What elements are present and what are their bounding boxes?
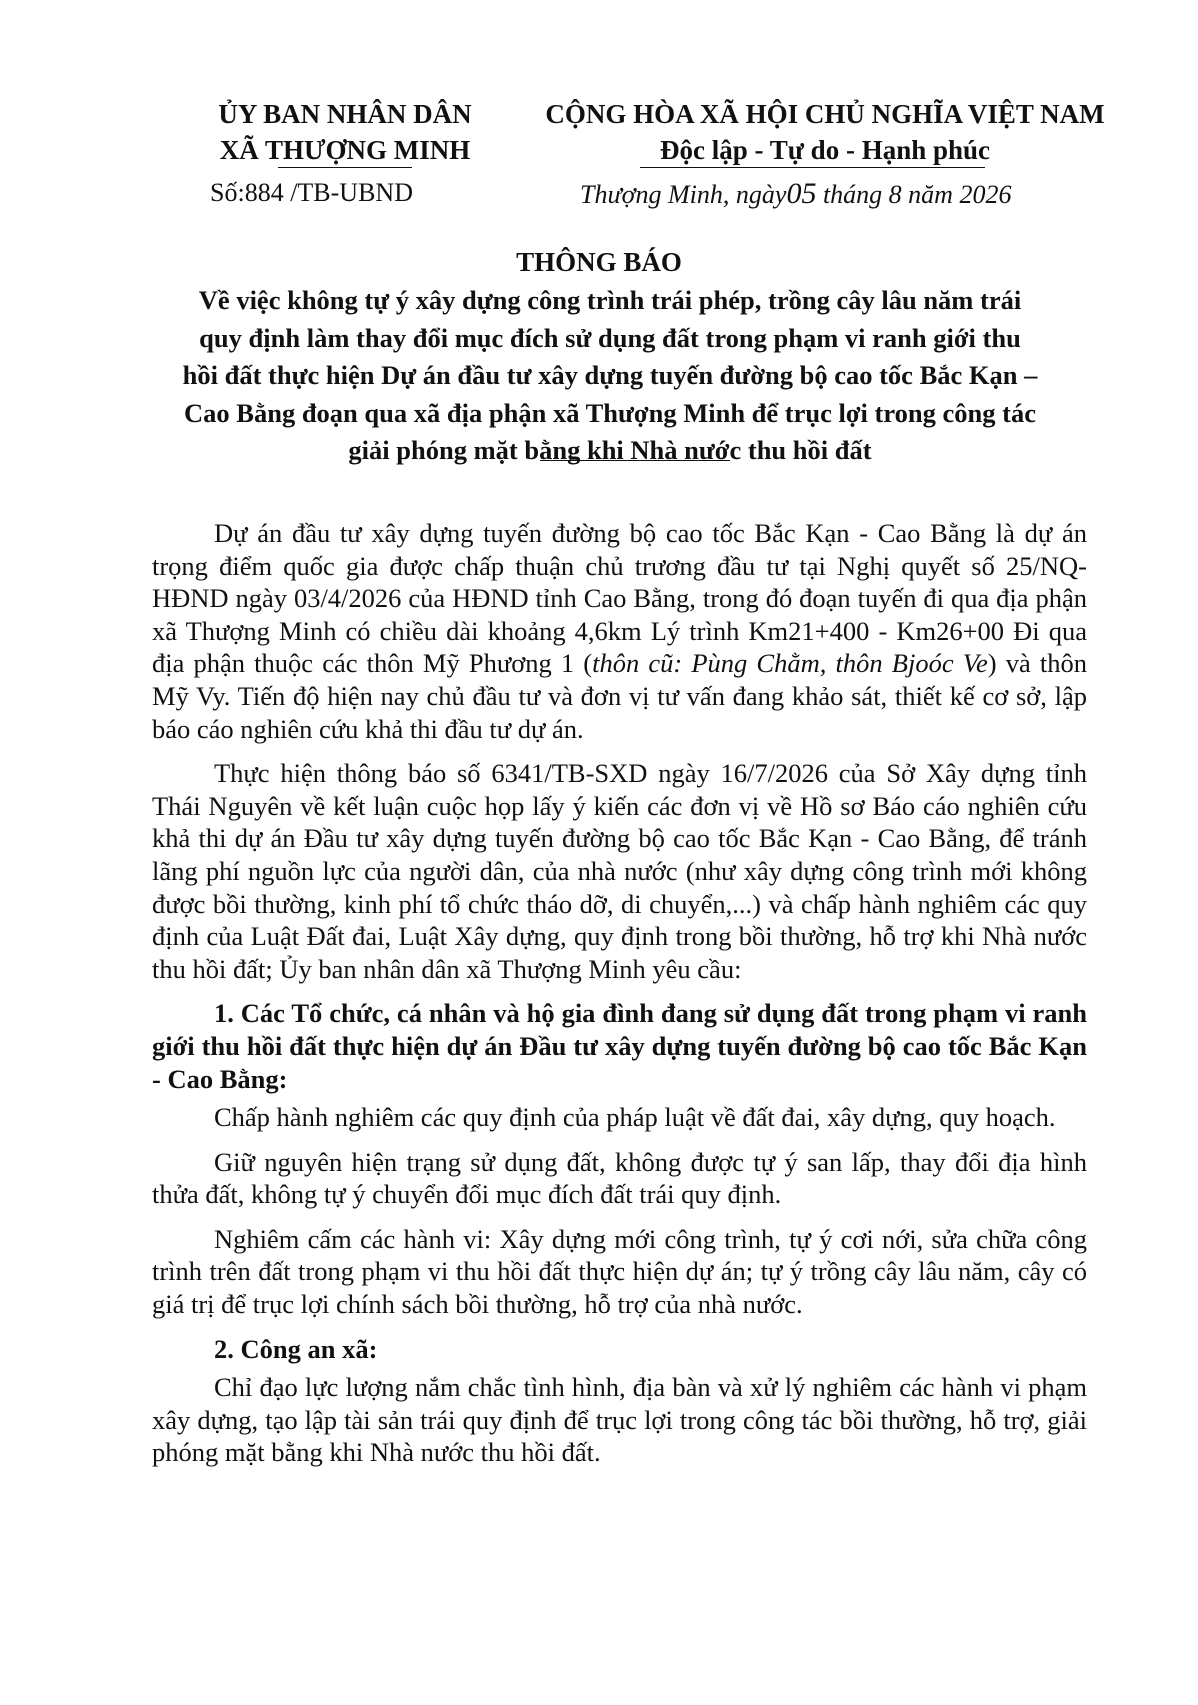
- number-suffix: /TB-UBND: [283, 178, 413, 207]
- agency-underline: [278, 167, 412, 168]
- paragraph-keep-status: Giữ nguyên hiện trạng sử dụng đất, không được tự ý san lấp, thay đổi địa hình thửa đất, không tự ý chuyển đổi mục đích đất trái quy định.: [152, 1146, 1087, 1210]
- document-subject: [150, 282, 1070, 470]
- subject-line: quy định làm thay đổi mục đích sử dụng đất trong phạm vi ranh giới thu: [199, 322, 1021, 353]
- document-title: THÔNG BÁO: [516, 247, 682, 277]
- subject-line: giải phóng mặt bằng khi Nhà nước thu hồi đất: [348, 435, 872, 465]
- number-label: Số:: [210, 178, 245, 207]
- document-date: [580, 176, 1011, 213]
- subject-underline: [540, 460, 730, 461]
- date-day: 05: [786, 177, 817, 210]
- document-number: [210, 175, 413, 211]
- section-heading-2: 2. Công an xã:: [214, 1333, 378, 1364]
- issuing-agency: [175, 96, 515, 168]
- country-name: CỘNG HÒA XÃ HỘI CHỦ NGHĨA VIỆT NAM: [545, 99, 1105, 129]
- paragraph-project-intro: [152, 517, 1087, 745]
- national-motto: [540, 96, 1110, 168]
- number-value: 884: [244, 178, 284, 207]
- date-suffix: tháng 8 năm 2026: [816, 180, 1012, 209]
- subject-line: Về việc không tự ý xây dựng công trình trái phép, trồng cây lâu năm trái: [198, 285, 1022, 315]
- paragraph-basis: Thực hiện thông báo số 6341/TB-SXD ngày 16/7/2026 của Sở Xây dựng tỉnh Thái Nguyên về kết luận cuộc họp lấy ý kiến các đơn vị về Hồ sơ Báo cáo nghiên cứu khả thi dự án Đầu tư xây dựng tuyến đường bộ cao tốc Bắc Kạn - Cao Bằng, để tránh lãng phí nguồn lực của người dân, của nhà nước (như xây dựng công trình mới không được bồi thường, kinh phí tổ chức tháo dỡ, di chuyển,...) và chấp hành nghiêm các quy định của Luật Đất đai, Luật Xây dựng, quy định trong bồi thường, hỗ trợ khi Nhà nước thu hồi đất; Ủy ban nhân dân xã Thượng Minh yêu cầu:: [152, 758, 1087, 984]
- paragraph-text: ) và thôn Mỹ Vy. Tiến độ hiện nay chủ đầu tư và đơn vị tư vấn đang khảo sát, thiết kế cơ sở, lập báo cáo nghiên cứu khả thi đầu tư dự án.: [152, 648, 1087, 744]
- paragraph-comply: Chấp hành nghiêm các quy định của pháp luật về đất đai, xây dựng, quy hoạch.: [214, 1102, 1056, 1133]
- agency-line-1: ỦY BAN NHÂN DÂN: [218, 99, 472, 129]
- motto-underline: [640, 167, 985, 168]
- motto: Độc lập - Tự do - Hạnh phúc: [659, 135, 991, 165]
- subject-line: hồi đất thực hiện Dự án đầu tư xây dựng tuyến đường bộ cao tốc Bắc Kạn –: [182, 360, 1038, 390]
- date-prefix: Thượng Minh, ngày: [580, 180, 787, 209]
- document-body: [152, 517, 1087, 1481]
- paragraph-italic-text: thôn cũ: Pùng Chằm, thôn Bjoóc Ve: [592, 648, 988, 679]
- paragraph-text: Dự án đầu tư xây dựng tuyến đường bộ cao tốc Bắc Kạn - Cao Bằng là dự án trọng điểm quốc gia được chấp thuận chủ trương đầu tư tại Nghị quyết số 25/NQ-HĐND ngày 03/4/2026 của HĐND tỉnh Cao Bằng, trong đó đoạn tuyến đi qua địa phận xã Thượng Minh có chiều dài khoảng 4,6km Lý trình Km21+400 - Km26+00 Đi qua địa phận thuộc các thôn Mỹ Phương 1 (: [152, 518, 1087, 679]
- paragraph-prohibit: Nghiêm cấm các hành vi: Xây dựng mới công trình, tự ý cơi nới, sửa chữa công trình trên đất trong phạm vi thu hồi đất thực hiện dự án; tự ý trồng cây lâu năm, cây có giá trị để trục lợi chính sách bồi thường, hỗ trợ của nhà nước.: [152, 1223, 1087, 1320]
- subject-line: Cao Bằng đoạn qua xã địa phận xã Thượng Minh để trục lợi trong công tác: [184, 397, 1036, 428]
- paragraph-police: Chỉ đạo lực lượng nắm chắc tình hình, địa bàn và xử lý nghiêm các hành vi phạm xây dựng, tạo lập tài sản trái quy định để trục lợi trong công tác bồi thường, hỗ trợ, giải phóng mặt bằng khi Nhà nước thu hồi đất.: [152, 1372, 1087, 1468]
- agency-line-2: XÃ THƯỢNG MINH: [219, 135, 471, 165]
- section-heading-1: 1. Các Tổ chức, cá nhân và hộ gia đình đang sử dụng đất trong phạm vi ranh giới thu hồi đất thực hiện dự án Đầu tư xây dựng tuyến đường bộ cao tốc Bắc Kạn - Cao Bằng:: [152, 998, 1087, 1094]
